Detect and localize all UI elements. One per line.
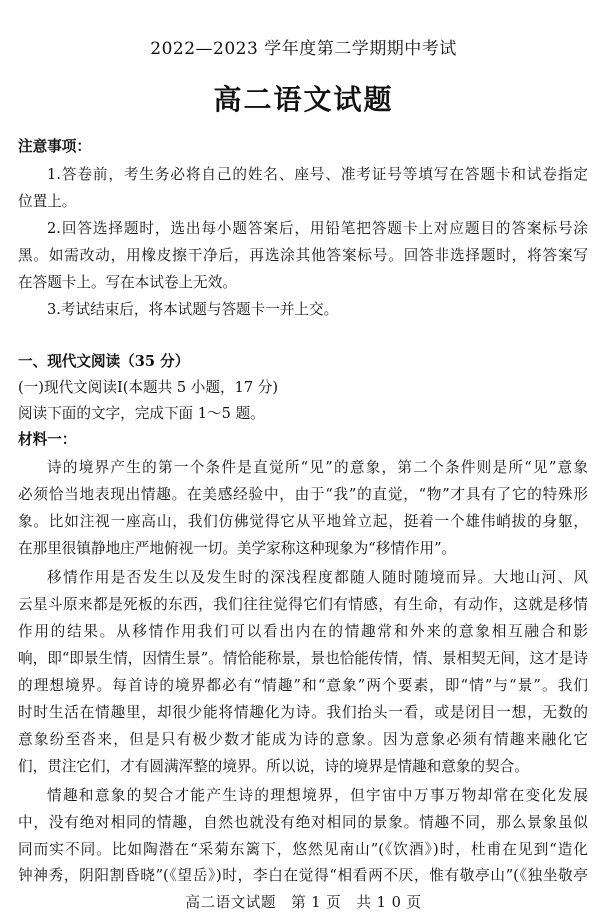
notice-heading: 注意事项： — [18, 138, 91, 155]
page-footer: 高二语文试题 第 1 页 共 1 0 页 — [185, 894, 422, 911]
notice-item-2-line-2: 黑。如需改动，用橡皮擦干净后，再选涂其他答案标号。回答非选择题时，将答案写 — [18, 247, 588, 264]
passage-line: 必须恰当地表现出情趣。在美感经验中，由于“我”的直觉，“物”才具有了它的特殊形 — [18, 486, 588, 503]
notice-item-1-line-2: 位置上。 — [18, 193, 77, 210]
exam-term-line: 2022—2023 学年度第二学期期中考试 — [150, 39, 457, 59]
passage-line: 情趣和意象的契合才能产生诗的理想境界，但宇宙中万事万物却常在变化发展 — [47, 787, 588, 804]
section-subheading: (一)现代文阅读Ⅰ(本题共 5 小题，17 分) — [18, 379, 279, 396]
passage-line: 钟神秀，阴阳割昏晓”(《望岳》)时，李白在觉得“相看两不厌，惟有敬亭山”(《独坐敬亭 — [18, 867, 588, 884]
passage-line: 的理想境界。每首诗的境界都必有“情趣”和“意象”两个要素，即“情”与“景”。我们 — [18, 677, 588, 694]
material-label: 材料一： — [18, 431, 77, 448]
notice-item-1-line-1: 1.答卷前，考生务必将自己的姓名、座号、准考证号等填写在答题卡和试卷指定 — [47, 166, 588, 183]
passage-line: 在那里很镇静地庄严地俯视一切。美学家称这种现象为“移情作用”。 — [18, 540, 457, 557]
section-heading: 一、现代文阅读（35 分） — [18, 353, 190, 370]
notice-item-3: 3.考试结束后，将本试题与答题卡一并上交。 — [47, 301, 339, 318]
passage-line: 诗的境界产生的第一个条件是直觉所“见”的意象，第二个条件则是所“见”意象 — [47, 459, 588, 476]
passage-line: 中，没有绝对相同的情趣，自然也就没有绝对相同的景象。情趣不同，那么景象虽似 — [18, 814, 588, 831]
passage-line: 象。比如注视一座高山，我们仿佛觉得它从平地耸立起，挺着一个雄伟峭拔的身躯， — [18, 513, 588, 530]
passage-line: 意象纷至沓来，但是只有极少数才能成为诗的意象。因为意象必须有情趣来融化它 — [18, 731, 588, 748]
passage-line: 作用的结果。从移情作用我们可以看出内在的情趣常和外来的意象相互融合和影 — [18, 623, 588, 640]
passage-line: 响，即“即景生情，因情生景”。情恰能称景，景也恰能传情，情、景相契无间，这才是诗 — [18, 650, 588, 667]
notice-item-2-line-3: 在答题卡上。写在本试卷上无效。 — [18, 274, 237, 291]
passage-line: 同而实不同。比如陶潜在“采菊东篱下，悠然见南山”(《饮酒》)时，杜甫在见到“造化 — [18, 841, 588, 858]
passage-line: 云星斗原来都是死板的东西，我们往往觉得它们有情感，有生命，有动作，这就是移情 — [18, 596, 588, 613]
passage-line: 们，贯注它们，才有圆满浑整的境界。所以说，诗的境界是情趣和意象的契合。 — [18, 758, 529, 775]
passage-line: 时时生活在情趣里，却很少能将情趣化为诗。我们抬头一看，或是闭目一想，无数的 — [18, 704, 588, 721]
passage-line: 移情作用是否发生以及发生时的深浅程度都随人随时随境而异。大地山河、风 — [47, 569, 588, 586]
notice-item-2-line-1: 2.回答选择题时，选出每小题答案后，用铅笔把答题卡上对应题目的答案标号涂 — [47, 220, 588, 237]
exam-title: 高二语文试题 — [213, 83, 394, 116]
reading-instruction: 阅读下面的文字，完成下面 1～5 题。 — [18, 405, 265, 422]
